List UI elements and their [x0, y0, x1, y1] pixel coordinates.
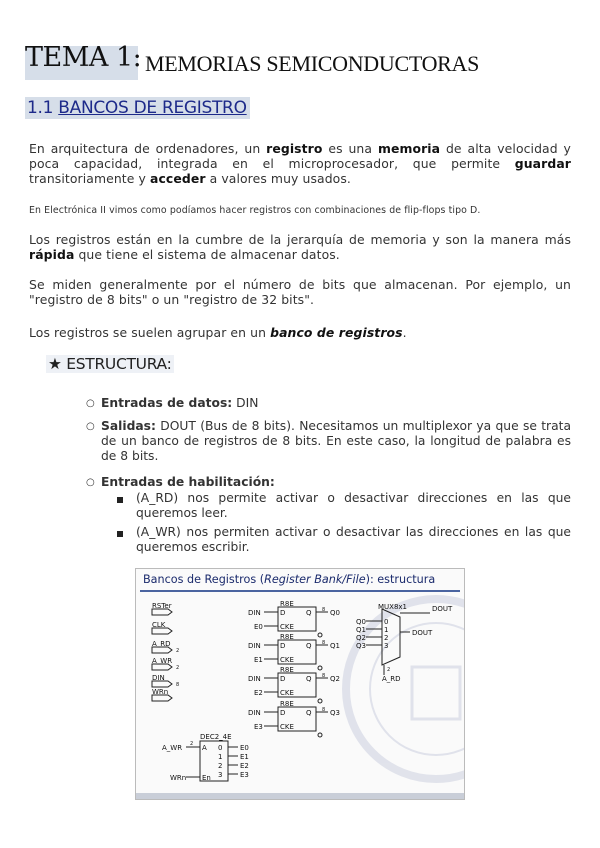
figure-title-italic: Register Bank/File [264, 573, 366, 586]
input-labels [152, 602, 179, 696]
mux-port-0: 0 [384, 618, 389, 626]
text-span: a valores muy usados. [205, 171, 351, 186]
mux-port-2: 2 [384, 634, 389, 642]
register-output-label: Q1 [330, 642, 340, 650]
text-span: En arquitectura de ordenadores, un [29, 141, 267, 156]
list-item-text: DIN [232, 396, 259, 410]
decoder-out-e2: E2 [240, 762, 249, 770]
bold-term: memoria [377, 141, 441, 156]
register-reset-bubble [318, 666, 322, 670]
register-name: R8E [280, 700, 294, 708]
sub-list-item: (A_WR) nos permiten activar o desactivar las direcciones en las que queremos escribir. [136, 525, 571, 554]
mux-in-q0: Q0 [356, 618, 366, 626]
register-cke-pin: CKE [280, 656, 294, 664]
bold-italic-term: banco de registros [270, 325, 403, 340]
bold-term: acceder [150, 171, 206, 186]
register-din-label: DIN [248, 675, 261, 683]
register-1 [248, 633, 340, 670]
register-0 [248, 600, 340, 637]
decoder-pin-a: A [202, 744, 207, 752]
register-d-pin: D [280, 709, 286, 717]
bus-width-din: 8 [176, 682, 180, 688]
label-ard: A_RD [152, 640, 171, 648]
register-blocks [248, 600, 340, 737]
decoder-name: DEC2_4E [200, 733, 232, 741]
sub-list-item: (A_RD) nos permite activar o desactivar direcciones en las que queremos leer. [136, 491, 571, 520]
text-span: . [402, 325, 407, 340]
register-output-label: Q3 [330, 709, 340, 717]
paragraph-registro [29, 141, 571, 186]
mux-output-label: DOUT [432, 605, 453, 613]
register-bank-schematic [136, 569, 465, 800]
register-bus-width: 8 [322, 640, 326, 646]
register-wires [264, 712, 328, 726]
text-span: que tiene el sistema de almacenar datos. [74, 247, 340, 262]
structure-heading [46, 355, 174, 373]
register-cke-pin: CKE [280, 723, 294, 731]
decoder-out-pin-3: 3 [218, 771, 223, 779]
register-d-pin: D [280, 642, 286, 650]
mux-select-label: A_RD [382, 675, 401, 683]
register-name: R8E [280, 633, 294, 641]
register-din-label: DIN [248, 709, 261, 717]
section-number: 1.1 [27, 98, 54, 118]
label-rster: RSTer [152, 602, 172, 610]
mux-select-bus: 2 [387, 667, 391, 673]
mux-in-q3: Q3 [356, 642, 366, 650]
register-q-pin: Q [306, 609, 312, 617]
circle-bullet-icon: ○ [86, 477, 95, 488]
text-span: Los registros están en la cumbre de la jerarquía de memoria y son la manera más [29, 232, 571, 247]
register-bus-width: 8 [322, 673, 326, 679]
register-2 [248, 666, 340, 703]
register-d-pin: D [280, 675, 286, 683]
text-span: Los registros se suelen agrupar en un [29, 325, 271, 340]
decoder-block [186, 741, 238, 781]
decoder-in-awr: A_WR [162, 744, 183, 752]
bold-term: guardar [514, 156, 571, 171]
figure-title-text: Bancos de Registros ( [143, 573, 265, 586]
decoder-out-pin-2: 2 [218, 762, 223, 770]
decoder-out-e1: E1 [240, 753, 249, 761]
circle-bullet-icon: ○ [86, 421, 95, 432]
register-enable-label: E1 [254, 656, 263, 664]
register-3 [248, 700, 340, 737]
bus-width-ard: 2 [176, 648, 180, 654]
register-wires [264, 678, 328, 692]
figure-title-text: ): estructura [365, 573, 436, 586]
register-name: R8E [280, 600, 294, 608]
register-q-pin: Q [306, 642, 312, 650]
register-reset-bubble [318, 699, 322, 703]
label-awr: A_WR [152, 657, 173, 665]
register-bus-width: 8 [322, 607, 326, 613]
mux-dout-label: DOUT [412, 629, 433, 637]
register-bus-width: 8 [322, 707, 326, 713]
figure-footer-bar [136, 793, 465, 799]
register-enable-label: E0 [254, 623, 263, 631]
title-subtitle: MEMORIAS SEMICONDUCTORAS [145, 51, 480, 76]
list-item [101, 475, 571, 490]
decoder-pin-en: En [202, 774, 211, 782]
list-item-label: Salidas: [101, 419, 156, 433]
bus-width-awr: 2 [176, 665, 180, 671]
register-cke-pin: CKE [280, 623, 294, 631]
mux-port-3: 3 [384, 642, 389, 650]
register-reset-bubble [318, 733, 322, 737]
decoder-out-pin-0: 0 [218, 744, 223, 752]
section-title [25, 97, 250, 119]
paragraph-bits: Se miden generalmente por el número de bits que almacenan. Por ejemplo, un "registro de 8 bits" o un "registro de 32 bits". [29, 277, 571, 307]
section-label: BANCOS DE REGISTRO [58, 98, 247, 118]
text-span: transitoriamente y [29, 171, 151, 186]
bold-term: registro [266, 141, 323, 156]
label-clk: CLK [152, 621, 166, 629]
mux-in-q2: Q2 [356, 634, 366, 642]
text-span: de alta velocidad y poca capacidad, integrada en el microprocesador, que permite [29, 141, 571, 171]
register-bank-figure [135, 568, 465, 800]
square-bullet-icon [117, 531, 123, 537]
register-reset-bubble [318, 633, 322, 637]
star-icon: ★ [48, 355, 62, 373]
page-title [25, 42, 480, 80]
register-din-label: DIN [248, 642, 261, 650]
register-output-label: Q0 [330, 609, 340, 617]
list-item-text: DOUT (Bus de 8 bits). Necesitamos un multiplexor ya que se trata de un banco de registros de 8 bits. En este caso, la longitud de palabra es de 8 bits. [101, 419, 571, 463]
structure-heading-label: ESTRUCTURA: [66, 355, 172, 373]
list-item-label: Entradas de habilitación: [101, 475, 275, 489]
register-output-label: Q2 [330, 675, 340, 683]
mux-name: MUX8x1 [378, 603, 408, 611]
mux-labels [356, 603, 453, 683]
text-span: es una [322, 141, 378, 156]
register-q-pin: Q [306, 709, 312, 717]
title-tema: TEMA 1: [25, 42, 142, 73]
decoder-out-e3: E3 [240, 771, 249, 779]
decoder-output-wires [228, 747, 238, 774]
paragraph-jerarquia [29, 232, 571, 262]
list-item-label: Entradas de datos: [101, 396, 233, 410]
label-wrn: WRn [152, 688, 169, 696]
label-din: DIN [152, 674, 165, 682]
mux-port-1: 1 [384, 626, 389, 634]
square-bullet-icon [117, 497, 123, 503]
register-name: R8E [280, 666, 294, 674]
decoder-in-wrn: WRn [170, 774, 187, 782]
register-enable-label: E3 [254, 723, 263, 731]
register-q-pin: Q [306, 675, 312, 683]
register-din-label: DIN [248, 609, 261, 617]
register-wires [264, 645, 328, 659]
list-item [101, 396, 571, 411]
register-enable-label: E2 [254, 689, 263, 697]
register-d-pin: D [280, 609, 286, 617]
decoder-out-e0: E0 [240, 744, 249, 752]
paragraph-banco [29, 325, 571, 340]
mux-in-q1: Q1 [356, 626, 366, 634]
list-item [101, 419, 571, 464]
register-cke-pin: CKE [280, 689, 294, 697]
bold-term: rápida [29, 247, 75, 262]
decoder-bus-width: 2 [190, 741, 194, 747]
decoder-out-pin-1: 1 [218, 753, 223, 761]
circle-bullet-icon: ○ [86, 398, 95, 409]
register-wires [264, 612, 328, 626]
decoder-labels [162, 733, 249, 782]
paragraph-electronica: En Electrónica II vimos como podíamos hacer registros con combinaciones de flip-flops tipo D. [29, 205, 481, 216]
